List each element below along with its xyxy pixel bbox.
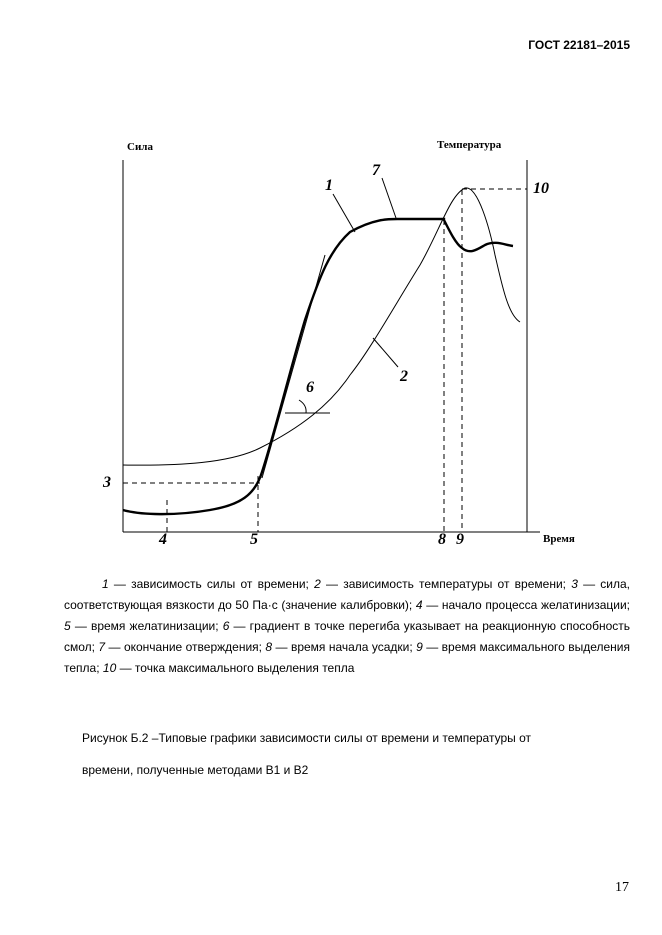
y-axis-left-title: Сила — [127, 141, 153, 153]
legend-num-3: 3 — [571, 577, 578, 591]
legend-text-5: — время желатинизации; — [70, 619, 223, 633]
legend-num-2: 2 — [314, 577, 321, 591]
label-6: 6 — [306, 379, 314, 396]
legend-text-9: — время максимального выделения тепла; — [64, 640, 630, 675]
legend-num-10: 10 — [102, 661, 117, 675]
label-4: 4 — [159, 531, 167, 548]
legend-num-8: 8 — [265, 640, 273, 654]
label-5: 5 — [250, 531, 258, 548]
legend-num-4: 4 — [415, 598, 423, 612]
label-2: 2 — [400, 368, 408, 385]
force-curve — [123, 219, 513, 514]
label-1: 1 — [325, 177, 333, 194]
legend-text-2: — зависимость температуры от времени; — [320, 577, 572, 591]
legend-text-10: — точка максимального выделения тепла — [116, 661, 355, 675]
label-7: 7 — [372, 162, 380, 179]
label-10: 10 — [533, 180, 549, 197]
legend-num-6: 6 — [222, 619, 230, 633]
figure-caption-line-2: времени, полученные методами В1 и В2 — [82, 763, 309, 777]
legend-text-7: — окончание отверждения; — [105, 640, 266, 654]
legend-num-7: 7 — [98, 640, 106, 654]
leader-7 — [382, 178, 396, 218]
y-axis-right-title: Температура — [437, 139, 502, 151]
x-axis-title: Время — [543, 533, 575, 545]
legend-text-8: — время начала усадки; — [272, 640, 417, 654]
legend-num-9: 9 — [416, 640, 423, 654]
tangent-line — [262, 255, 325, 478]
figure-caption-line-1: Рисунок Б.2 –Типовые графики зависимости силы от времени и температуры от — [82, 731, 531, 745]
legend-text-3: — сила, соответствующая вязкости до 50 Па·с (значение калибровки); — [64, 577, 630, 612]
legend-text-1: — зависимость силы от времени; — [108, 577, 315, 591]
label-9: 9 — [456, 531, 464, 548]
temperature-curve — [123, 188, 520, 465]
legend-num-5: 5 — [64, 619, 71, 633]
leader-2 — [373, 338, 398, 367]
gradient-angle-arc — [299, 400, 306, 413]
leader-1 — [333, 194, 355, 232]
figure-legend — [64, 574, 630, 679]
label-8: 8 — [438, 531, 446, 548]
page-number: 17 — [615, 880, 629, 895]
legend-text-4: — начало процесса желатинизации; — [422, 598, 630, 612]
standard-header: ГОСТ 22181–2015 — [528, 38, 630, 52]
legend-text-6: — градиент в точке перегиба указывает на реакционную способность смол; — [64, 619, 631, 654]
legend-num-1: 1 — [102, 577, 109, 591]
label-3: 3 — [103, 474, 111, 491]
